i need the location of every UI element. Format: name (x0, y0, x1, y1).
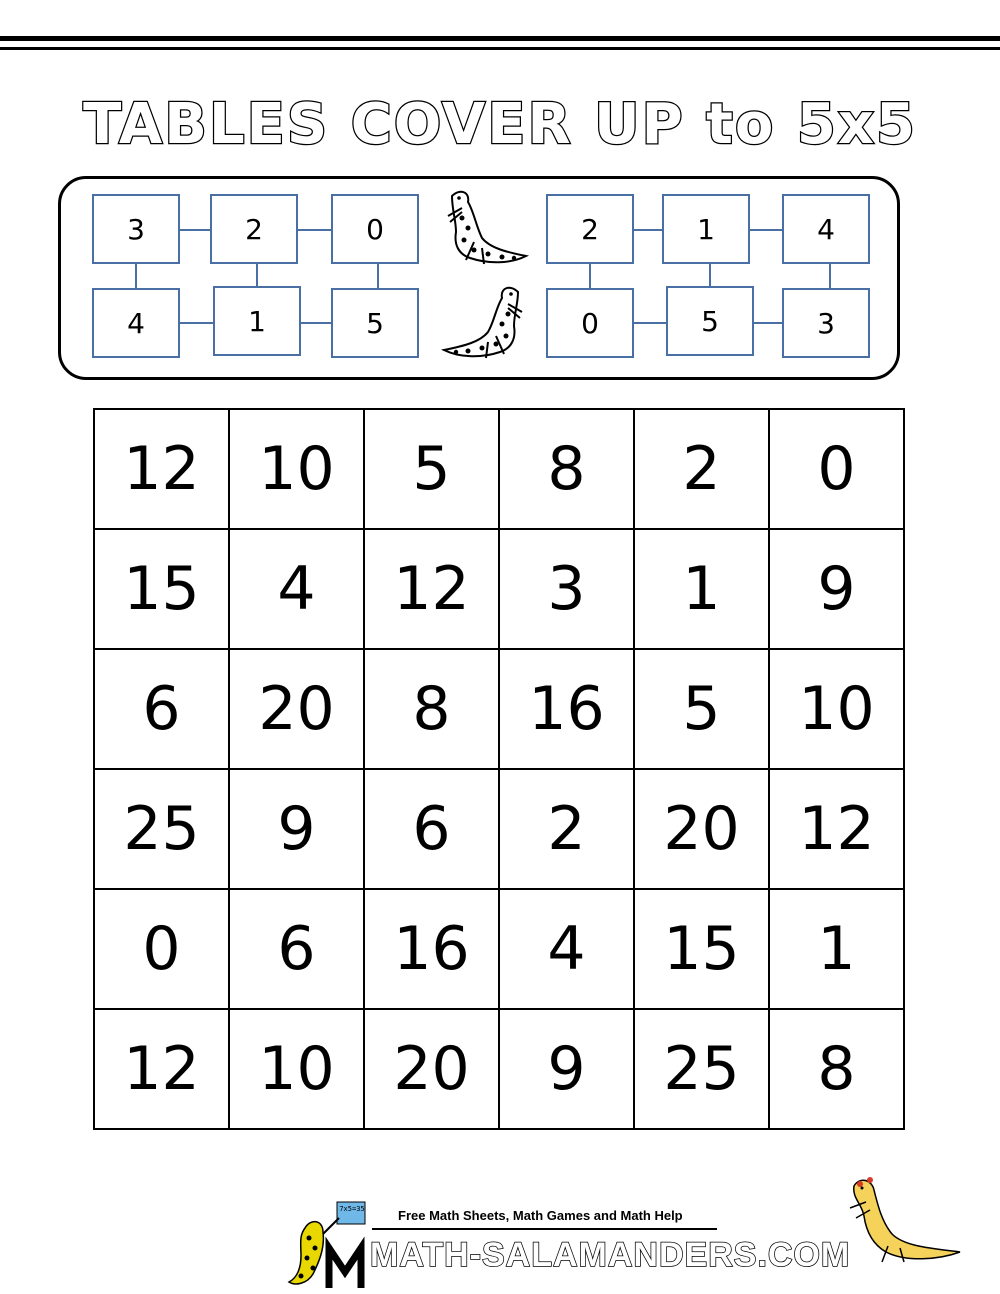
die-connector (298, 229, 331, 231)
grid-cell: 12 (769, 769, 904, 889)
grid-row (94, 409, 904, 529)
die-connector (377, 264, 379, 288)
footer-site-name: MATH-SALAMANDERS.COM (370, 1236, 851, 1274)
grid-cell: 5 (634, 649, 769, 769)
die-face: 3 (92, 194, 180, 264)
grid-cell: 2 (634, 409, 769, 529)
die-connector (634, 229, 662, 231)
die-face: 0 (331, 194, 419, 264)
top-rule-thick (0, 36, 1000, 41)
die-face: 0 (546, 288, 634, 358)
grid-cell: 12 (94, 1009, 229, 1129)
die-connector (829, 264, 831, 288)
salamander-icon (440, 284, 530, 362)
grid-cell: 4 (229, 529, 364, 649)
grid-cell: 8 (769, 1009, 904, 1129)
grid-row (94, 769, 904, 889)
grid-cell: 0 (94, 889, 229, 1009)
grid-cell: 16 (499, 649, 634, 769)
cover-up-grid (93, 408, 905, 1130)
grid-cell: 0 (769, 409, 904, 529)
die-face: 2 (546, 194, 634, 264)
die-connector (709, 264, 711, 286)
grid-row (94, 1009, 904, 1129)
grid-cell: 9 (499, 1009, 634, 1129)
grid-cell: 4 (499, 889, 634, 1009)
die-connector (750, 229, 782, 231)
grid-cell: 15 (94, 529, 229, 649)
grid-row (94, 889, 904, 1009)
grid-row (94, 649, 904, 769)
die-face: 5 (331, 288, 419, 358)
grid-cell: 20 (364, 1009, 499, 1129)
grid-cell: 25 (94, 769, 229, 889)
logo-sum: 7x5=35 (339, 1205, 365, 1213)
die-face: 3 (782, 288, 870, 358)
top-rule-thin (0, 47, 1000, 50)
grid-cell: 6 (364, 769, 499, 889)
grid-cell: 9 (229, 769, 364, 889)
die-connector (256, 264, 258, 286)
grid-cell: 2 (499, 769, 634, 889)
die-connector (180, 229, 210, 231)
die-connector (301, 322, 331, 324)
die-face: 1 (213, 286, 301, 356)
grid-cell: 10 (229, 1009, 364, 1129)
die-connector (589, 264, 591, 288)
grid-cell: 8 (499, 409, 634, 529)
die-face: 4 (782, 194, 870, 264)
die-connector (754, 322, 782, 324)
die-connector (135, 264, 137, 288)
grid-cell: 12 (94, 409, 229, 529)
die-connector (180, 322, 213, 324)
grid-cell: 10 (769, 649, 904, 769)
die-connector (634, 322, 666, 324)
grid-cell: 12 (364, 529, 499, 649)
grid-cell: 1 (769, 889, 904, 1009)
die-face: 5 (666, 286, 754, 356)
footer-divider (372, 1228, 717, 1230)
grid-cell: 5 (364, 409, 499, 529)
die-face: 1 (662, 194, 750, 264)
die-face: 4 (92, 288, 180, 358)
grid-row (94, 529, 904, 649)
grid-cell: 6 (94, 649, 229, 769)
grid-cell: 15 (634, 889, 769, 1009)
footer-tagline: Free Math Sheets, Math Games and Math Help (398, 1208, 683, 1223)
die-face: 2 (210, 194, 298, 264)
grid-cell: 3 (499, 529, 634, 649)
grid-cell: 6 (229, 889, 364, 1009)
salamander-icon (440, 186, 530, 268)
grid-cell: 1 (634, 529, 769, 649)
grid-cell: 20 (229, 649, 364, 769)
grid-cell: 9 (769, 529, 904, 649)
page-title: TABLES COVER UP to 5x5 (83, 92, 917, 157)
grid-cell: 16 (364, 889, 499, 1009)
grid-cell: 25 (634, 1009, 769, 1129)
grid-cell: 8 (364, 649, 499, 769)
grid-cell: 20 (634, 769, 769, 889)
yellow-salamander-icon (842, 1172, 966, 1264)
grid-cell: 10 (229, 409, 364, 529)
